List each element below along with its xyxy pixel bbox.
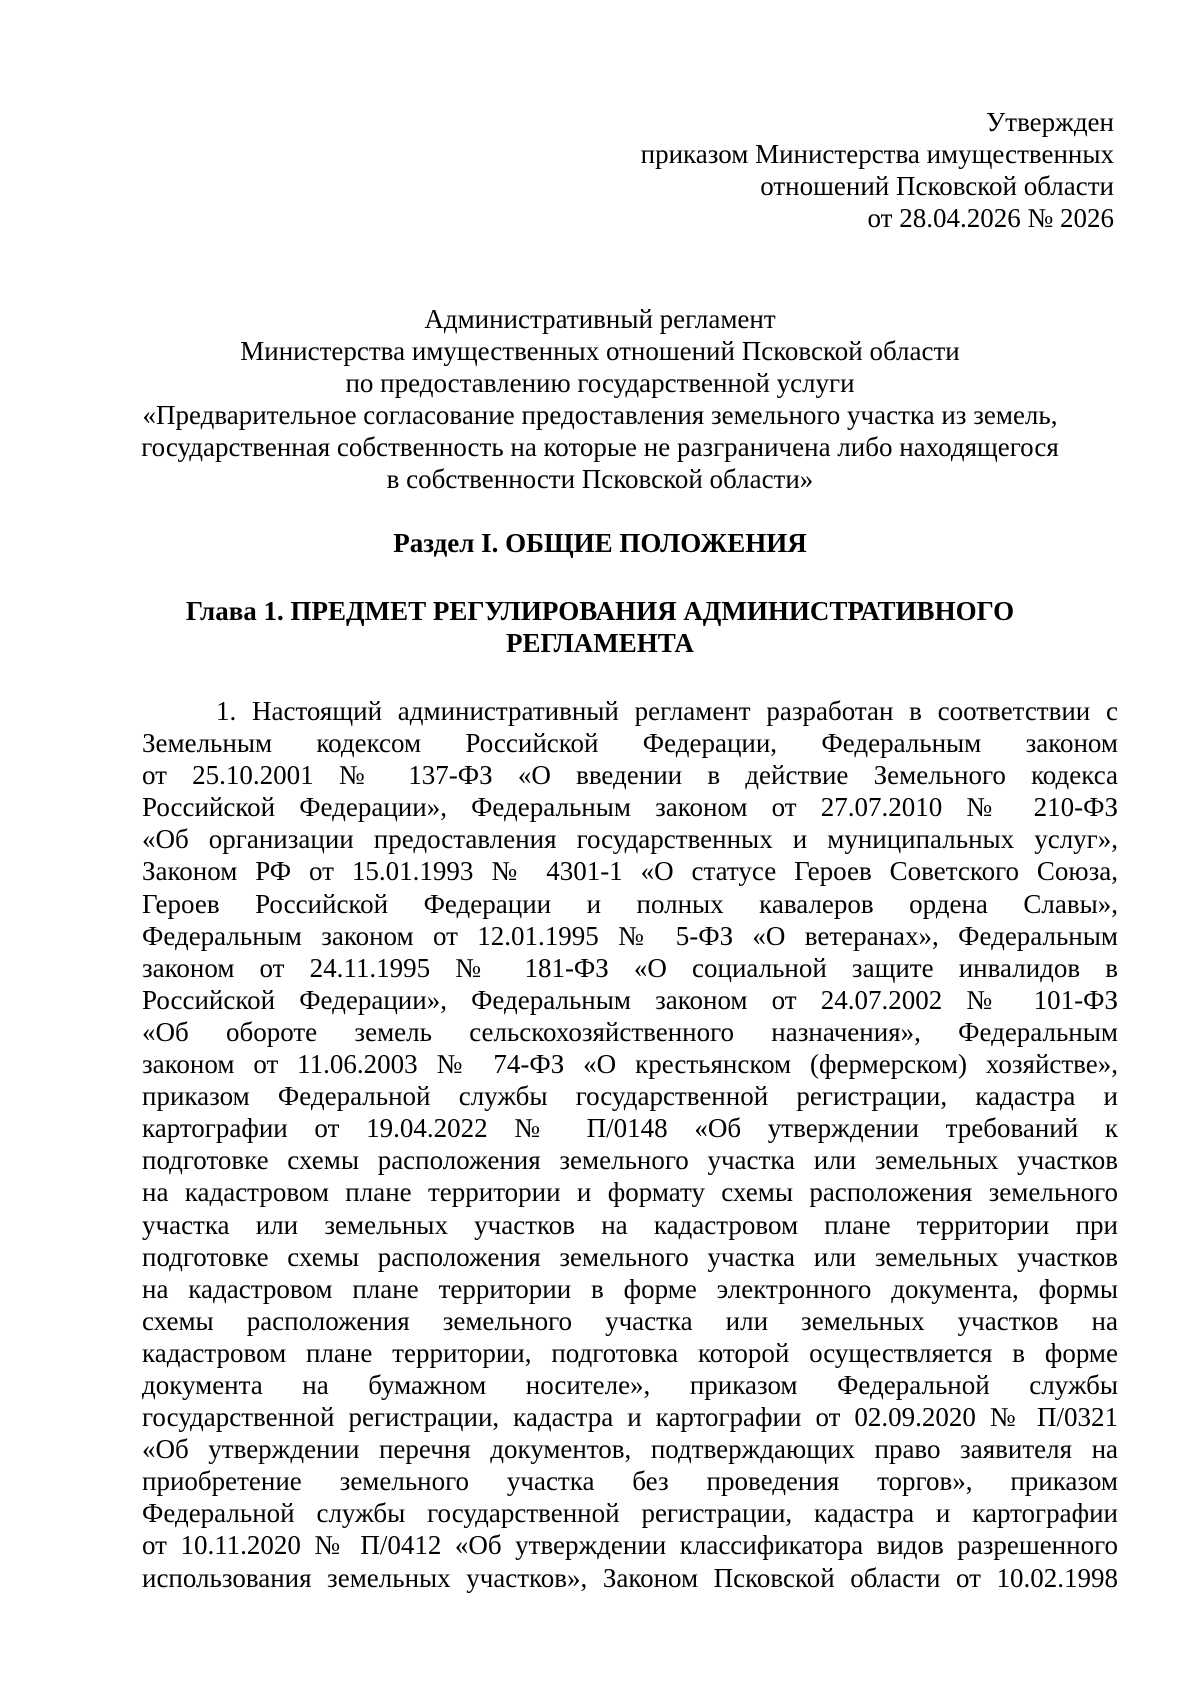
paragraph-line: документа на бумажном носителе», приказом Федеральной службы [142,1369,1118,1400]
document-title [100,303,1100,495]
title-line: государственная собственность на которые не разграничена либо находящегося [141,432,1059,462]
paragraph-line: приобретение земельного участка без проведения торгов», приказом [142,1466,1118,1497]
paragraph-line: государственной регистрации, кадастра и картографии от 02.09.2020 № П/0321 [142,1402,1118,1433]
title-line: Административный регламент [424,304,776,334]
paragraph-line: приказом Федеральной службы государственной регистрации, кадастра и [142,1081,1118,1112]
paragraph-line: «Об обороте земель сельскохозяйственного назначения», Федеральным [142,1016,1118,1047]
paragraph-line: Российской Федерации», Федеральным законом от 24.07.2002 № 101-ФЗ [142,984,1118,1015]
title-line: в собственности Псковской области» [386,464,814,494]
chapter-heading-line: РЕГЛАМЕНТА [506,628,694,658]
paragraph-line: Российской Федерации», Федеральным законом от 27.07.2010 № 210-ФЗ [142,792,1118,823]
paragraph-line: картографии от 19.04.2022 № П/0148 «Об утверждении требований к [142,1113,1118,1144]
approval-line: Утвержден [986,107,1114,137]
paragraph-line: кадастровом плане территории, подготовка которой осуществляется в форме [142,1337,1118,1368]
paragraph-line: на кадастровом плане территории в форме электронного документа, формы [142,1273,1118,1304]
paragraph-line: 1. Настоящий административный регламент разработан в соответствии с [216,696,1118,726]
paragraph-line: подготовке схемы расположения земельного участка или земельных участков [142,1145,1118,1176]
title-line: по предоставлению государственной услуги [345,368,855,398]
paragraph-line: «Об организации предоставления государственных и муниципальных услуг», [142,824,1118,855]
paragraph-line: Героев Российской Федерации и полных кавалеров ордена Славы», [142,888,1118,919]
title-line: Министерства имущественных отношений Псковской области [240,336,960,366]
paragraph-line: «Об утверждении перечня документов, подтверждающих право заявителя на [142,1434,1118,1465]
paragraph-line: Земельным кодексом Российской Федерации, Федеральным законом [142,728,1118,759]
paragraph-line: законом от 24.11.1995 № 181-ФЗ «О социальной защите инвалидов в [142,952,1118,983]
paragraph-line: использования земельных участков», Законом Псковской области от 10.02.1998 [142,1562,1118,1593]
approval-line: отношений Псковской области [760,171,1114,201]
paragraph-line: Федеральным законом от 12.01.1995 № 5-ФЗ «О ветеранах», Федеральным [142,920,1118,951]
paragraph-line: подготовке схемы расположения земельного участка или земельных участков [142,1241,1118,1272]
chapter-heading-line: Глава 1. ПРЕДМЕТ РЕГУЛИРОВАНИЯ АДМИНИСТРАТИВНОГО [185,596,1015,626]
chapter-heading [100,595,1100,659]
paragraph-line: участка или земельных участков на кадастровом плане территории при [142,1209,1118,1240]
approval-stamp [414,106,1114,234]
paragraph-line: от 10.11.2020 № П/0412 «Об утверждении классификатора видов разрешенного [142,1530,1118,1561]
approval-line: приказом Министерства имущественных [640,139,1114,169]
paragraph-line: Федеральной службы государственной регистрации, кадастра и картографии [142,1498,1118,1529]
paragraph-line: Законом РФ от 15.01.1993 № 4301-1 «О статусе Героев Советского Союза, [142,856,1118,887]
paragraph-line: законом от 11.06.2003 № 74-ФЗ «О крестьянском (фермерском) хозяйстве», [142,1049,1118,1080]
paragraph-line: на кадастровом плане территории и формату схемы расположения земельного [142,1177,1118,1208]
approval-line: от 28.04.2026 № 2026 [867,203,1114,233]
paragraph-line: схемы расположения земельного участка или земельных участков на [142,1305,1118,1336]
title-line: «Предварительное согласование предоставления земельного участка из земель, [142,400,1058,430]
section-heading: Раздел I. ОБЩИЕ ПОЛОЖЕНИЯ [393,528,807,558]
paragraph-line: от 25.10.2001 № 137-ФЗ «О введении в действие Земельного кодекса [142,760,1118,791]
paragraph-1 [142,695,1118,1594]
